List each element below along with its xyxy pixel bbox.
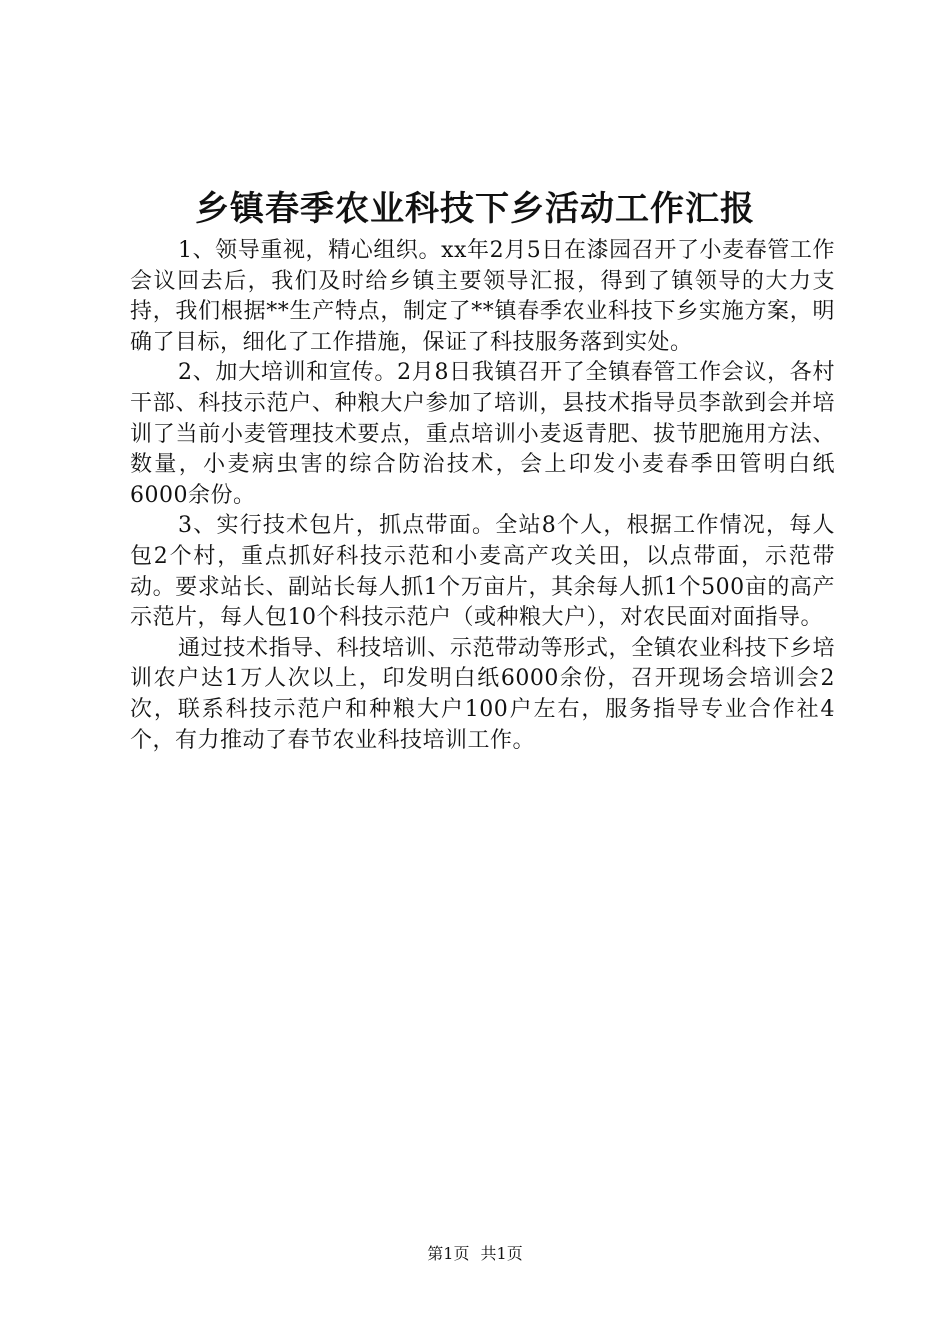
paragraph-4: 通过技术指导、科技培训、示范带动等形式，全镇农业科技下乡培训农户达1万人次以上，印发明白纸6000余份，召开现场会培训会2次，联系科技示范户和种粮大户100户左右，服务指导专业合作社4个，有力推动了春节农业科技培训工作。 bbox=[130, 635, 835, 753]
paragraph-1: 1、领导重视，精心组织。xx年2月5日在漆园召开了小麦春管工作会议回去后，我们及时给乡镇主要领导汇报，得到了镇领导的大力支持，我们根据**生产特点，制定了**镇春季农业科技下乡实施方案，明确了目标，细化了工作措施，保证了科技服务落到实处。 bbox=[130, 238, 835, 355]
paragraph-3: 3、实行技术包片，抓点带面。全站8个人，根据工作情况，每人包2个村，重点抓好科技示范和小麦高产攻关田，以点带面，示范带动。要求站长、副站长每人抓1个万亩片，其余每人抓1个500亩的高产示范片，每人包10个科技示范户（或种粮大户），对农民面对面指导。 bbox=[130, 513, 835, 631]
paragraph-2: 2、加大培训和宣传。2月8日我镇召开了全镇春管工作会议，各村干部、科技示范户、种粮大户参加了培训，县技术指导员李歆到会并培训了当前小麦管理技术要点，重点培训小麦返青肥、拔节肥施用方法、数量，小麦病虫害的综合防治技术，会上印发小麦春季田管明白纸6000余份。 bbox=[130, 360, 835, 508]
page-footer bbox=[0, 1243, 950, 1265]
page-number-total: 共1页 bbox=[480, 1244, 523, 1263]
document-title: 乡镇春季农业科技下乡活动工作汇报 bbox=[195, 189, 755, 229]
page-number-current: 第1页 bbox=[427, 1244, 470, 1263]
document-body bbox=[130, 236, 835, 756]
